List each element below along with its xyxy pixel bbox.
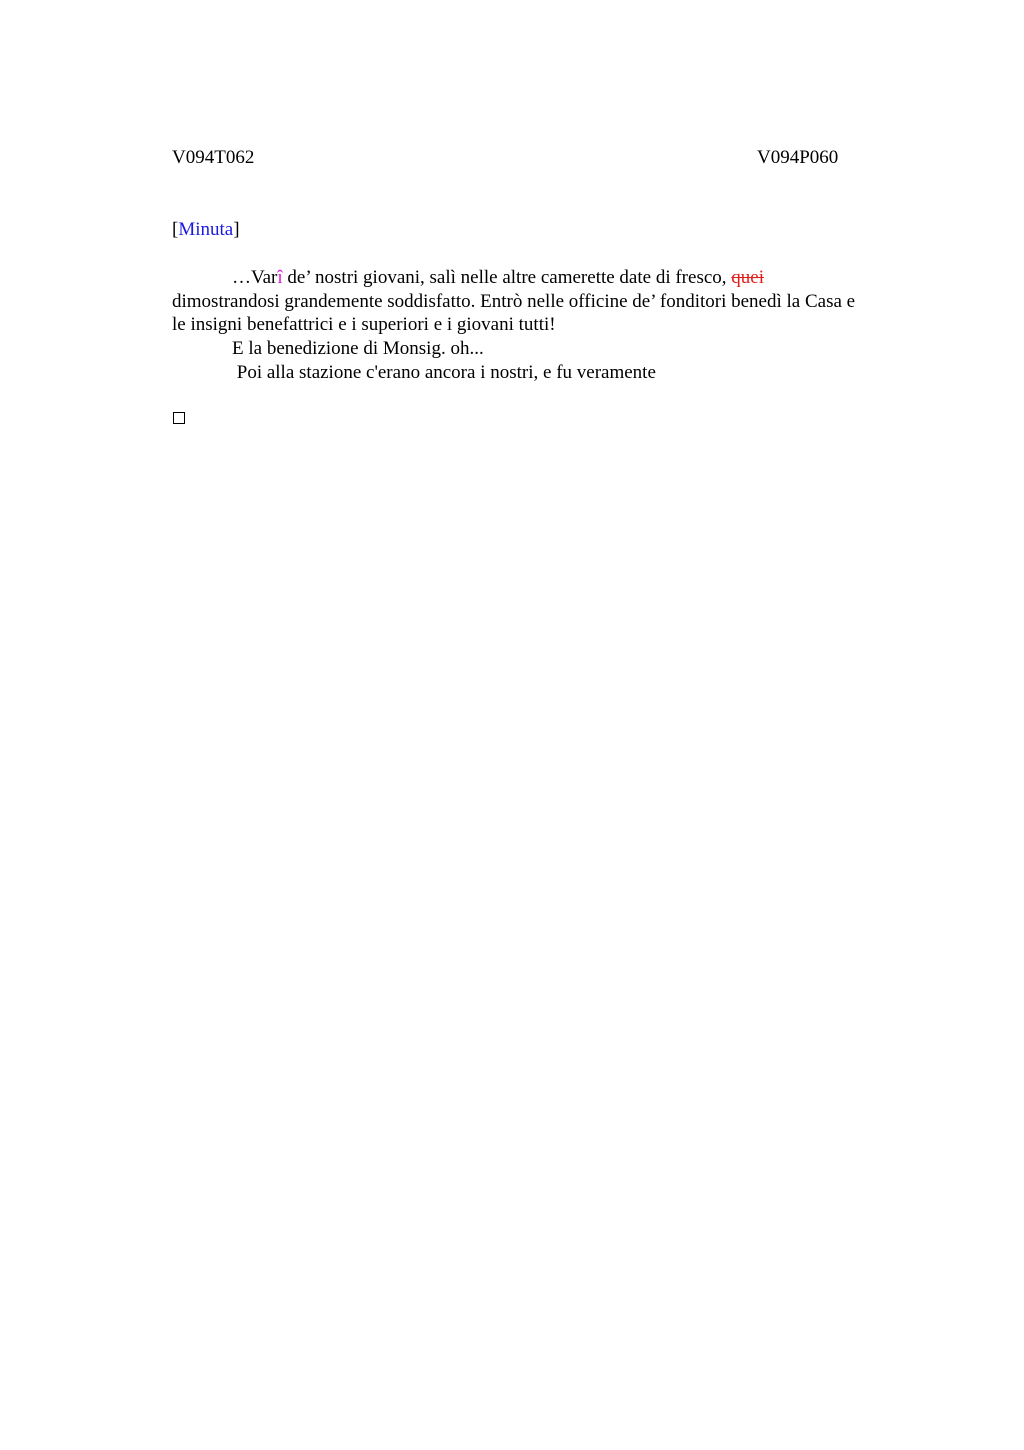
deleted-word: quei	[731, 267, 764, 288]
paragraph-3	[172, 361, 920, 385]
line-1-middle: de’ nostri giovani, salì nelle altre camerette date di fresco,	[282, 267, 732, 288]
label-text: Minuta	[178, 219, 234, 240]
accent-correction: î	[277, 267, 283, 288]
paragraph-3-line: Poi alla stazione c'erano ancora i nostri, e fu veramente	[232, 361, 656, 383]
paragraph-2-line: E la benedizione di Monsig. oh...	[232, 338, 484, 360]
paragraph-1-line-3: le insigni benefattrici e i superiori e i giovani tutti!	[172, 314, 556, 336]
square-marker-icon	[173, 412, 185, 424]
document-code-left: V094T062	[172, 147, 255, 168]
paragraph-1	[172, 266, 920, 290]
minuta-label	[172, 219, 240, 241]
paragraph-2	[172, 337, 920, 361]
document-code-right: V094P060	[757, 147, 839, 168]
label-open-bracket: [	[172, 219, 179, 240]
line-1-start: …Var	[232, 267, 278, 288]
paragraph-1-continued	[172, 290, 920, 337]
label-close-bracket: ]	[233, 219, 240, 240]
document-body	[172, 266, 920, 385]
paragraph-1-line-2: dimostrandosi grandemente soddisfatto. Entrò nelle officine de’ fonditori benedì la Casa e	[172, 290, 856, 312]
paragraph-1-line-1	[172, 266, 920, 290]
